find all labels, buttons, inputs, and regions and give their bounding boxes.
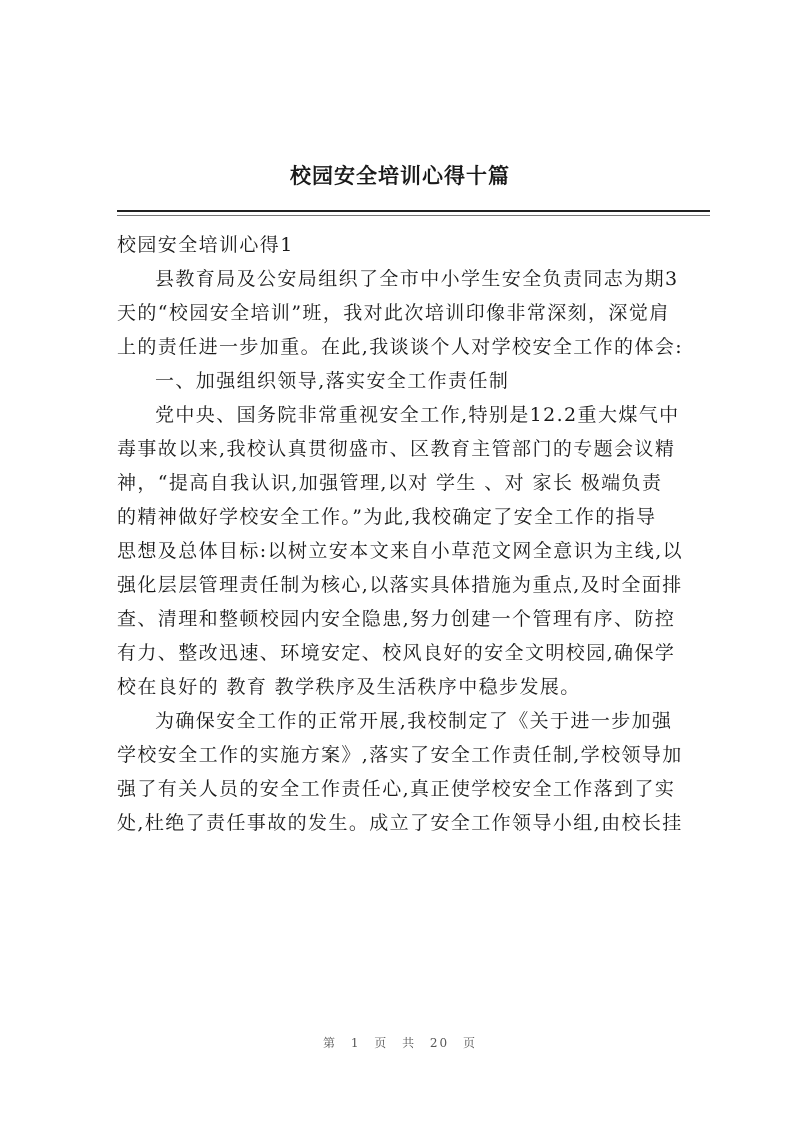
- paragraph-line: 毒事故以来,我校认真贯彻盛市、区教育主管部门的专题会议精: [117, 438, 676, 460]
- page-title: 校园安全培训心得十篇: [290, 163, 510, 188]
- paragraph-line: 县教育局及公安局组织了全市中小学生安全负责同志为期3: [155, 268, 679, 290]
- subsection-heading: 一、加强组织领导,落实安全工作责任制: [155, 370, 510, 392]
- paragraph-line: 强了有关人员的安全工作责任心,真正使学校安全工作落到了实: [117, 778, 676, 800]
- paragraph-line: 思想及总体目标:以树立安本文来自小草范文网全意识为主线,以: [117, 540, 684, 562]
- title-divider: [117, 210, 710, 212]
- paragraph-line: 查、清理和整顿校园内安全隐患,努力创建一个管理有序、防控: [117, 608, 676, 630]
- paragraph-line: 神，“提高自我认识,加强管理,以对 学生 、对 家长 极端负责: [117, 472, 663, 494]
- paragraph-line: 党中央、国务院非常重视安全工作,特别是12.2重大煤气中: [155, 404, 680, 426]
- paragraph-line: 的精神做好学校安全工作。”为此,我校确定了安全工作的指导: [117, 506, 657, 528]
- paragraph-line: 天的“校园安全培训”班，我对此次培训印像非常深刻，深觉肩: [117, 302, 670, 324]
- paragraph-line: 处,杜绝了责任事故的发生。成立了安全工作领导小组,由校长挂: [117, 812, 683, 834]
- paragraph-line: 强化层层管理责任制为核心,以落实具体措施为重点,及时全面排: [117, 574, 683, 596]
- paragraph-line: 学校安全工作的实施方案》,落实了安全工作责任制,学校领导加: [117, 744, 683, 766]
- paragraph-line: 有力、整改迅速、环境安定、校风良好的安全文明校园,确保学: [117, 642, 676, 664]
- paragraph-line: 为确保安全工作的正常开展,我校制定了《关于进一步加强: [155, 710, 673, 732]
- document-body: [117, 228, 717, 840]
- section-heading: 校园安全培训心得1: [117, 234, 294, 256]
- title-divider-thin: [117, 215, 710, 216]
- page-footer: 第 1 页 共 20 页: [323, 1036, 477, 1050]
- paragraph-line: 上的责任进一步加重。在此,我谈谈个人对学校安全工作的体会:: [117, 336, 684, 358]
- paragraph-line: 校在良好的 教育 教学秩序及生活秩序中稳步发展。: [117, 676, 581, 698]
